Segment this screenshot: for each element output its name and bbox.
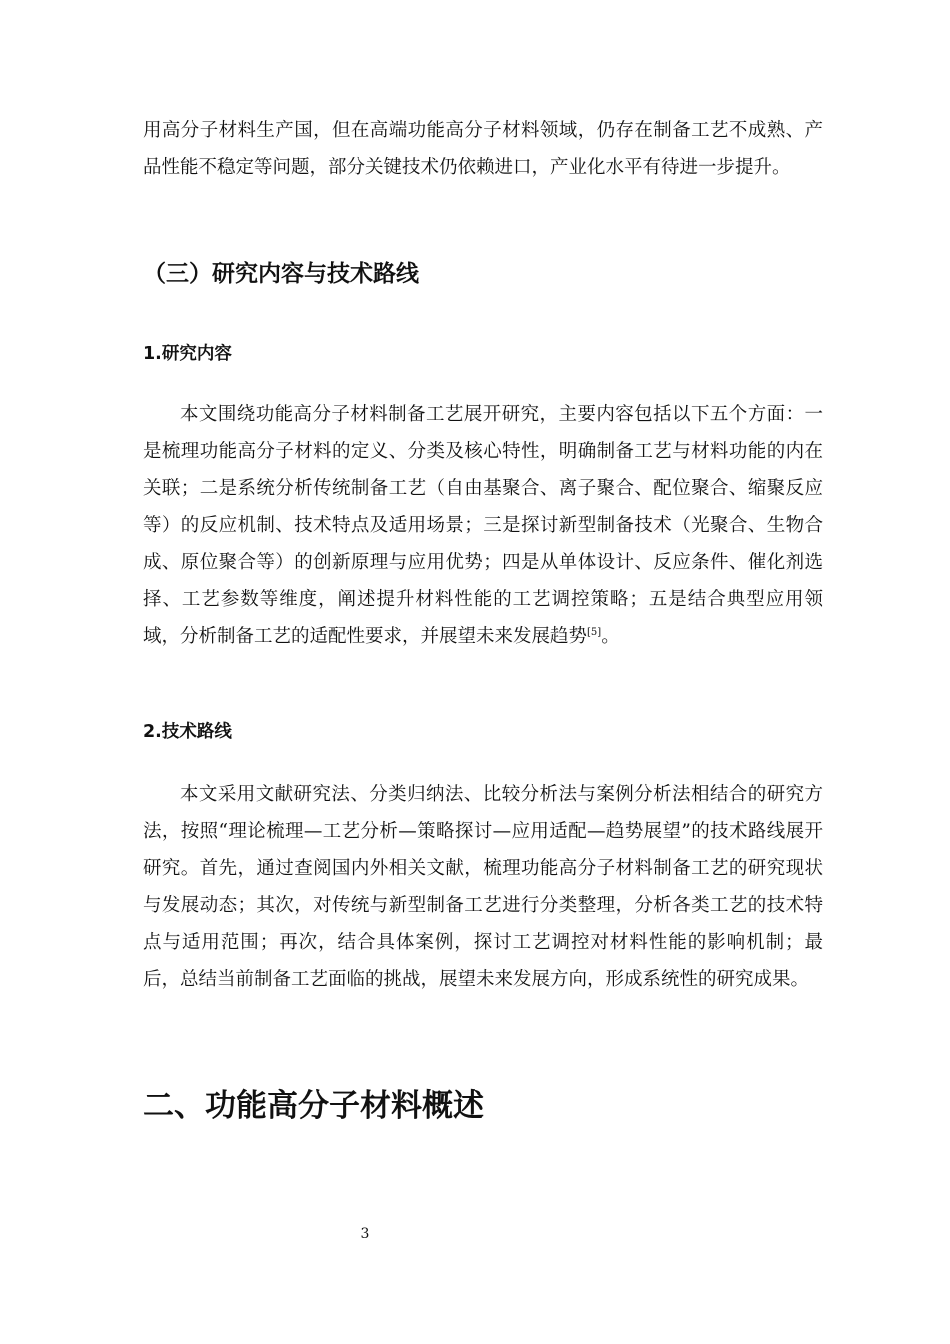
section-heading-3: （三）研究内容与技术路线 (143, 261, 419, 287)
paragraph-research-content (143, 396, 823, 655)
page-number: 3 (360, 1226, 370, 1242)
subsection-heading-research-content: 1.研究内容 (143, 344, 232, 364)
subsection-heading-technical-route: 2.技术路线 (143, 722, 232, 742)
paragraph-continuation: 用高分子材料生产国，但在高端功能高分子材料领域，仍存在制备工艺不成熟、产品性能不稳定等问题，部分关键技术仍依赖进口，产业化水平有待进一步提升。 (143, 120, 823, 178)
chapter-heading-2: 二、功能高分子材料概述 (143, 1088, 484, 1124)
citation-ref: [5] (587, 626, 602, 638)
paragraph-end-mark: 。 (601, 626, 620, 647)
paragraph-technical-route: 本文采用文献研究法、分类归纳法、比较分析法与案例分析法相结合的研究方法，按照“理论梳理—工艺分析—策略探讨—应用适配—趋势展望”的技术路线展开研究。首先，通过查阅国内外相关文献，梳理功能高分子材料制备工艺的研究现状与发展动态；其次，对传统与新型制备工艺进行分类整理，分析各类工艺的技术特点与适用范围；再次，结合具体案例，探讨工艺调控对材料性能的影响机制；最后，总结当前制备工艺面临的挑战，展望未来发展方向，形成系统性的研究成果。 (143, 784, 823, 990)
paragraph-research-content-text: 本文围绕功能高分子材料制备工艺展开研究，主要内容包括以下五个方面：一是梳理功能高分子材料的定义、分类及核心特性，明确制备工艺与材料功能的内在关联；二是系统分析传统制备工艺（自由基聚合、离子聚合、配位聚合、缩聚反应等）的反应机制、技术特点及适用场景；三是探讨新型制备技术（光聚合、生物合成、原位聚合等）的创新原理与应用优势；四是从单体设计、反应条件、催化剂选择、工艺参数等维度，阐述提升材料性能的工艺调控策略；五是结合典型应用领域，分析制备工艺的适配性要求，并展望未来发展趋势 (143, 404, 823, 647)
